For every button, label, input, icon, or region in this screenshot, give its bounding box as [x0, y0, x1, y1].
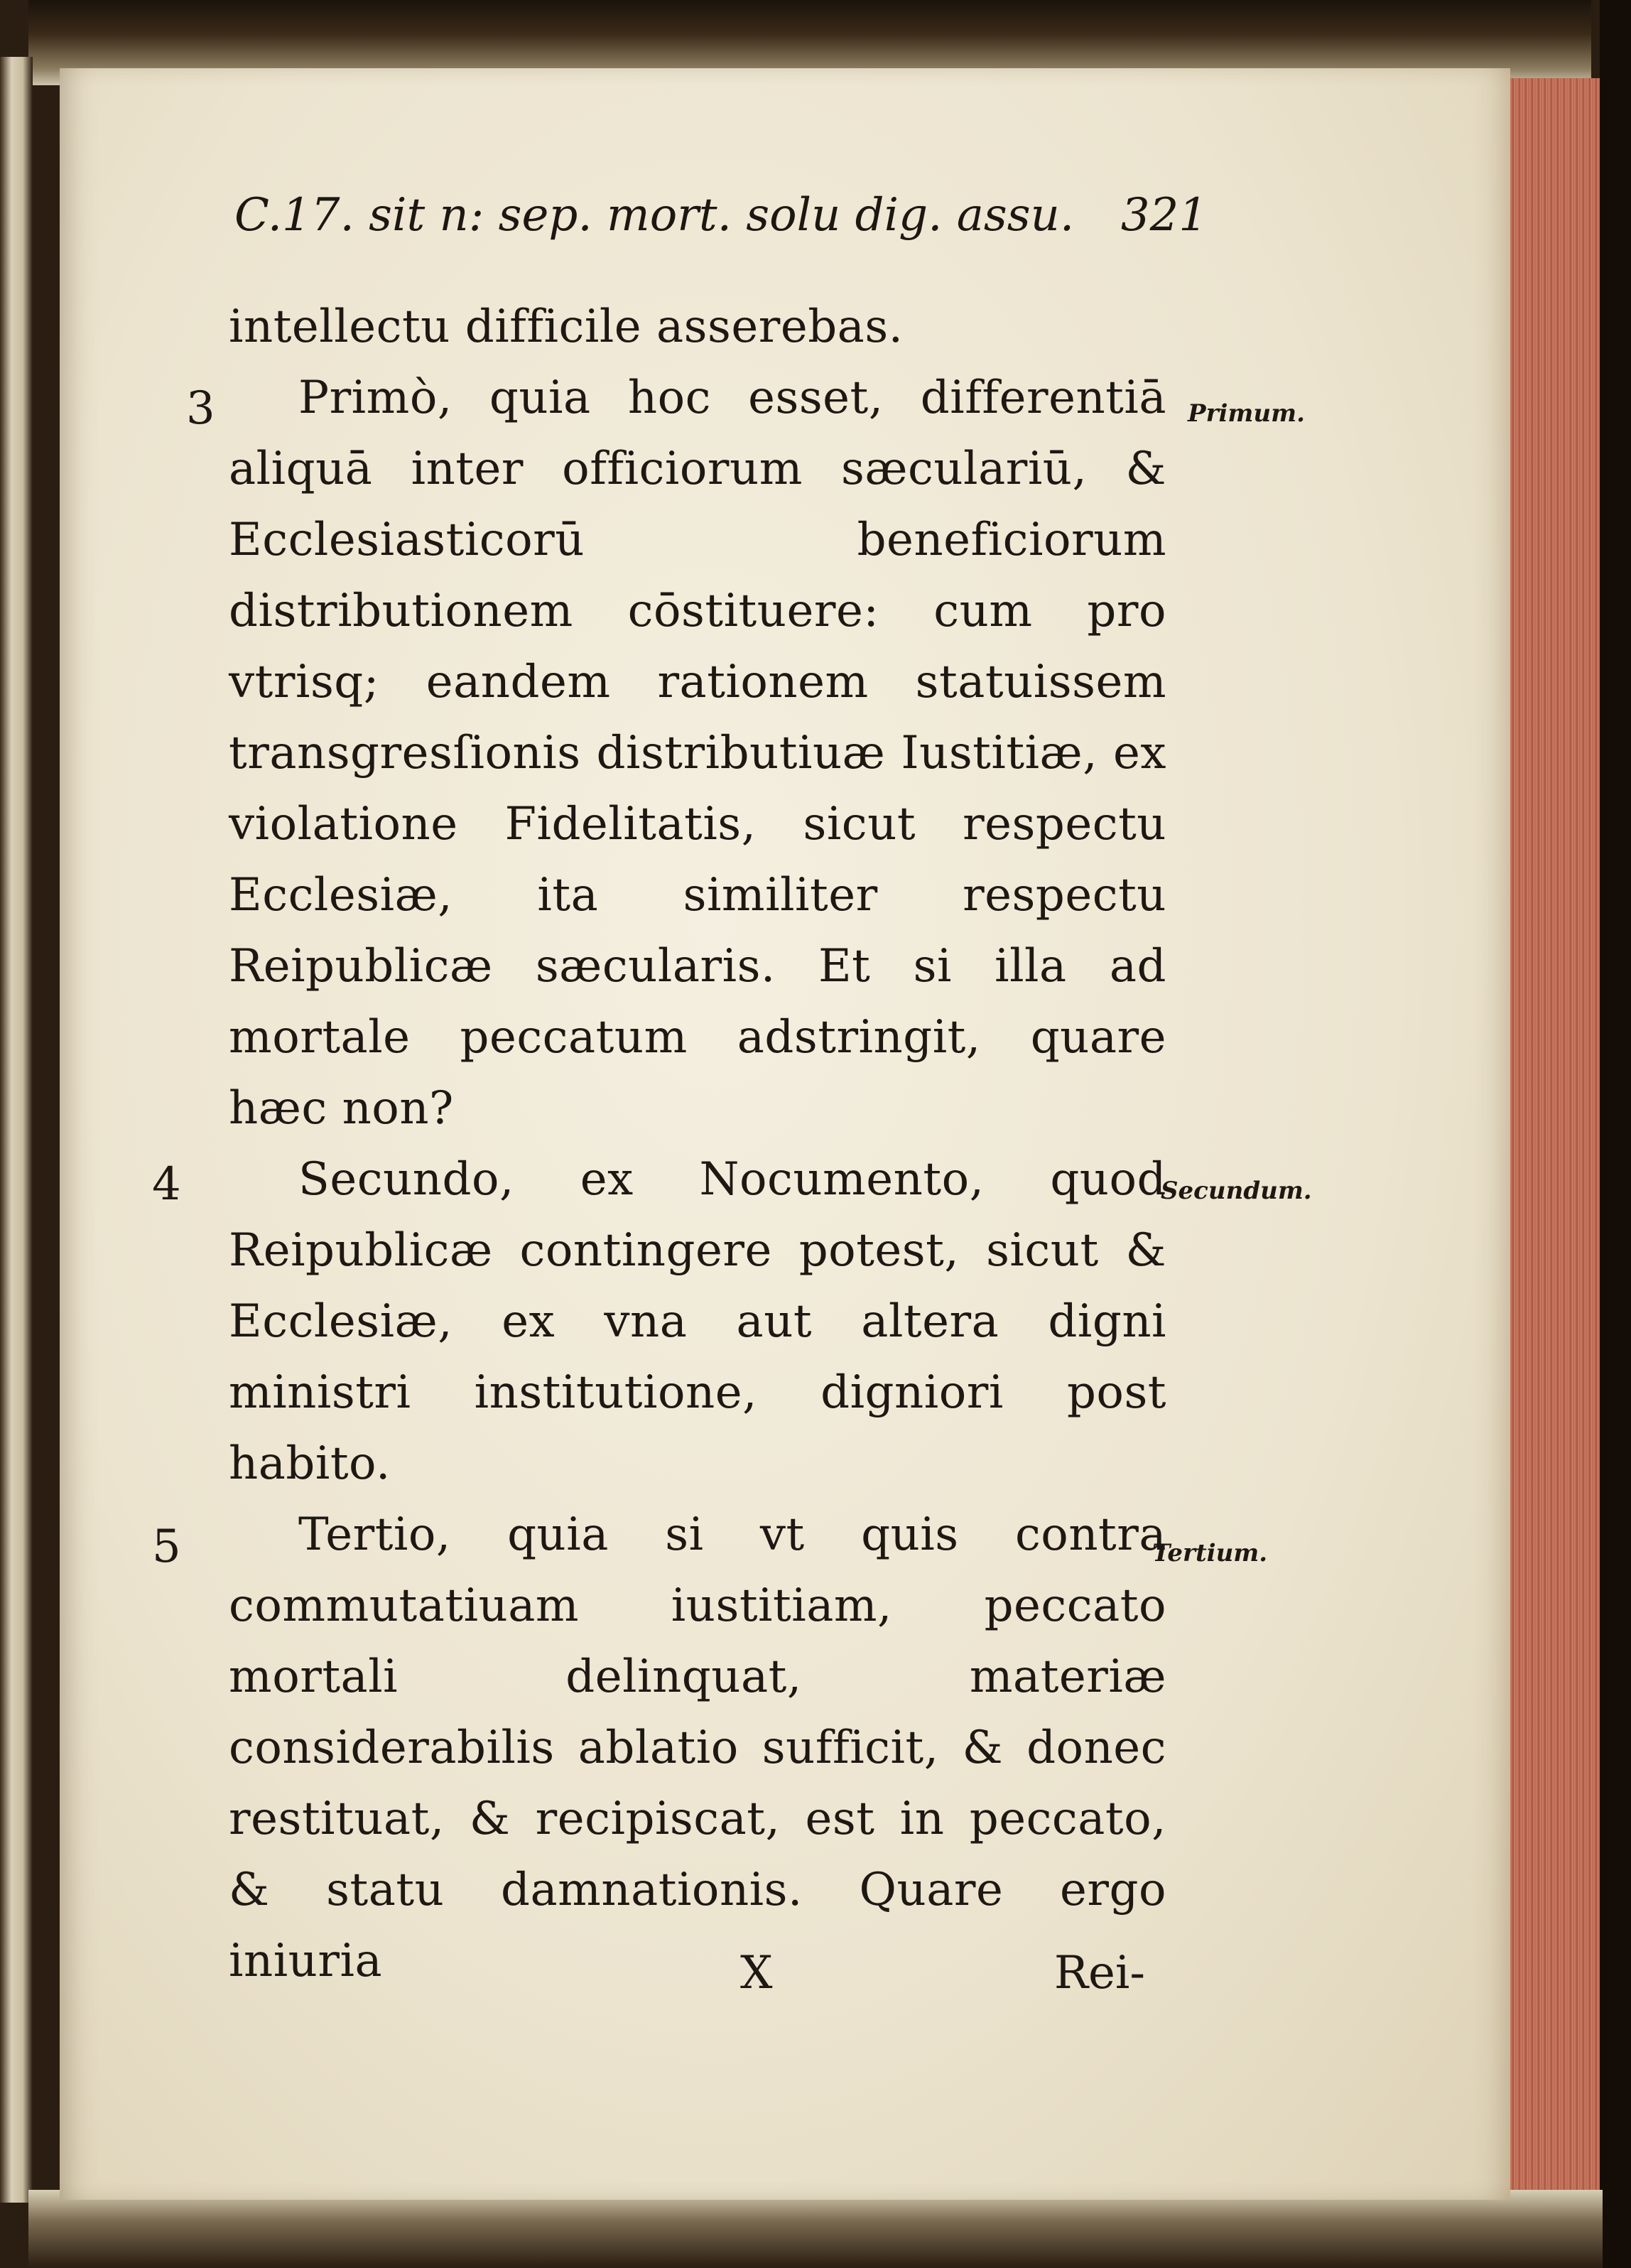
section-number-3: 3	[186, 382, 215, 435]
page-number: 321	[1120, 189, 1208, 242]
margin-note-tertium: Tertium.	[1152, 1539, 1268, 1567]
section-number-4: 4	[152, 1158, 181, 1211]
section-number-5: 5	[152, 1521, 181, 1573]
paragraph-intro: intellectu difficile asserebas.	[229, 301, 904, 353]
paragraph-5: Tertio, quia si vt quis contra commutatiuam iustitiam, peccato mortali delinquat, materiæ considerabilis ablatio sufficit, & donec restituat, & recipiscat, est in peccato, & statu damnationis. Quare ergo iniuria	[229, 1508, 1166, 1987]
paragraph-4: Secundo, ex Nocumento, quod Reipublicæ contingere potest, sicut & Ecclesiæ, ex vna aut altera digni ministri institutione, digniori post habito.	[229, 1153, 1166, 1490]
body-text	[229, 291, 1166, 1997]
paragraph-3: Primò, quia hoc esset, differentiā aliquā inter officiorum sæculariū, & Ecclesiasticorū beneficiorum distributionem cōstituere: cum pro vtrisq; eandem rationem statuissem transgresſionis distributiuæ Iustitiæ, ex violatione Fidelitatis, sicut respectu Ecclesiæ, ita similiter respectu Reipublicæ sæcularis. Et si illa ad mortale peccatum adstringit, quare hæc non?	[229, 372, 1166, 1135]
running-head-title: C.17. sit n: sep. mort. solu dig. assu.	[234, 189, 1075, 242]
book-cover-edge	[1600, 0, 1631, 2268]
margin-note-secundum: Secundum.	[1161, 1177, 1312, 1205]
page-footer	[229, 1947, 1145, 2011]
catchword: Rei-	[1053, 1947, 1145, 1999]
signature-mark: X	[740, 1947, 773, 1999]
running-head	[234, 189, 1208, 242]
margin-note-primum: Primum.	[1188, 399, 1305, 428]
book-bottom-edge	[28, 2190, 1603, 2268]
facing-page-edge	[0, 57, 33, 2203]
